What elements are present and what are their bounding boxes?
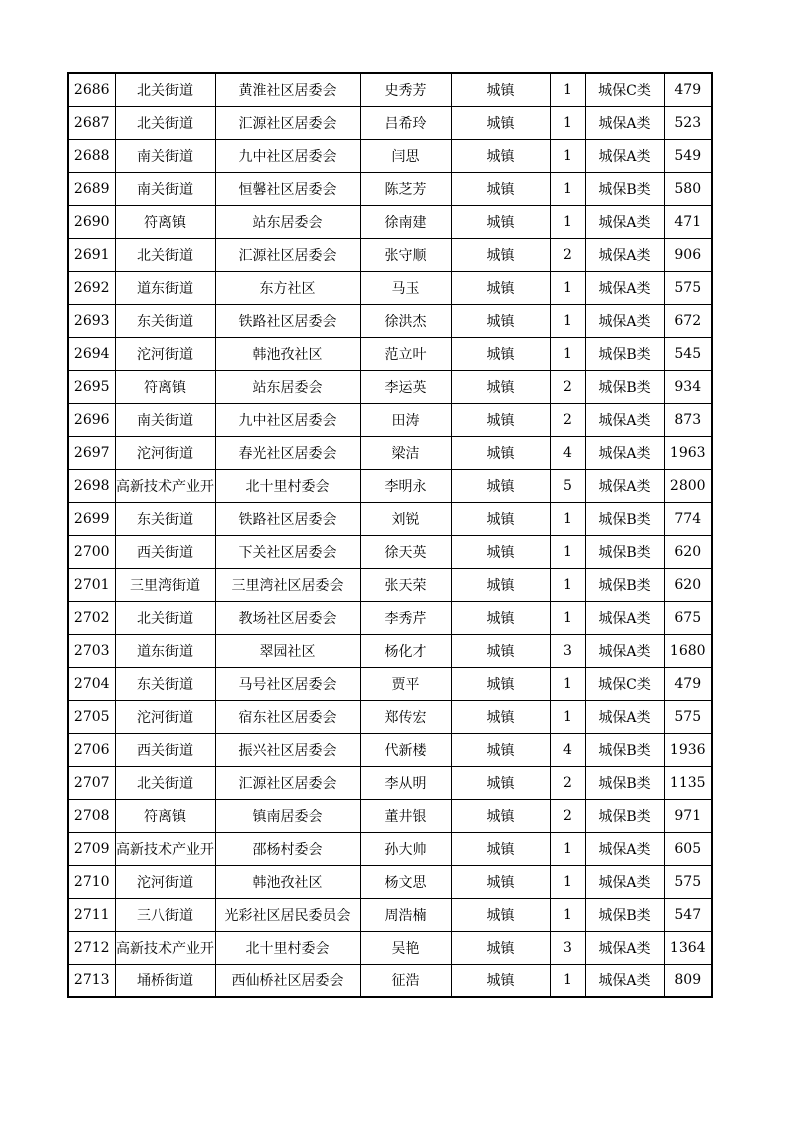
- household-size-cell: 1: [550, 73, 585, 106]
- area-type-cell: 城镇: [451, 106, 550, 139]
- insurance-category-cell: 城保B类: [585, 172, 664, 205]
- person-name-cell: 张守顺: [360, 238, 451, 271]
- amount-cell: 971: [664, 799, 712, 832]
- area-type-cell: 城镇: [451, 865, 550, 898]
- subdistrict-cell: 符离镇: [115, 799, 215, 832]
- insurance-category-cell: 城保A类: [585, 634, 664, 667]
- serial-number-cell: 2700: [68, 535, 115, 568]
- person-name-cell: 徐洪杰: [360, 304, 451, 337]
- insurance-category-cell: 城保A类: [585, 700, 664, 733]
- area-type-cell: 城镇: [451, 436, 550, 469]
- community-cell: 三里湾社区居委会: [215, 568, 360, 601]
- serial-number-cell: 2707: [68, 766, 115, 799]
- community-cell: 站东居委会: [215, 370, 360, 403]
- serial-number-cell: 2688: [68, 139, 115, 172]
- person-name-cell: 范立叶: [360, 337, 451, 370]
- insurance-category-cell: 城保A类: [585, 832, 664, 865]
- household-size-cell: 1: [550, 172, 585, 205]
- serial-number-cell: 2701: [68, 568, 115, 601]
- community-cell: 镇南居委会: [215, 799, 360, 832]
- area-type-cell: 城镇: [451, 601, 550, 634]
- area-type-cell: 城镇: [451, 667, 550, 700]
- serial-number-cell: 2692: [68, 271, 115, 304]
- subdistrict-cell: 符离镇: [115, 370, 215, 403]
- subdistrict-cell: 西关街道: [115, 733, 215, 766]
- insurance-category-cell: 城保A类: [585, 304, 664, 337]
- amount-cell: 523: [664, 106, 712, 139]
- community-cell: 西仙桥社区居委会: [215, 964, 360, 997]
- amount-cell: 906: [664, 238, 712, 271]
- amount-cell: 580: [664, 172, 712, 205]
- amount-cell: 549: [664, 139, 712, 172]
- person-name-cell: 徐天英: [360, 535, 451, 568]
- serial-number-cell: 2699: [68, 502, 115, 535]
- household-size-cell: 2: [550, 799, 585, 832]
- person-name-cell: 吕希玲: [360, 106, 451, 139]
- table-row: [68, 832, 712, 865]
- insurance-category-cell: 城保B类: [585, 568, 664, 601]
- insurance-category-cell: 城保B类: [585, 898, 664, 931]
- subdistrict-cell: 道东街道: [115, 271, 215, 304]
- amount-cell: 1963: [664, 436, 712, 469]
- amount-cell: 1680: [664, 634, 712, 667]
- table-row: [68, 964, 712, 997]
- subdistrict-cell: 沱河街道: [115, 337, 215, 370]
- insurance-category-cell: 城保A类: [585, 205, 664, 238]
- area-type-cell: 城镇: [451, 502, 550, 535]
- person-name-cell: 张天荣: [360, 568, 451, 601]
- subdistrict-cell: 三八街道: [115, 898, 215, 931]
- serial-number-cell: 2695: [68, 370, 115, 403]
- community-cell: 下关社区居委会: [215, 535, 360, 568]
- person-name-cell: 马玉: [360, 271, 451, 304]
- person-name-cell: 田涛: [360, 403, 451, 436]
- insurance-category-cell: 城保B类: [585, 799, 664, 832]
- household-size-cell: 1: [550, 535, 585, 568]
- person-name-cell: 刘锐: [360, 502, 451, 535]
- subdistrict-cell: 高新技术产业开: [115, 931, 215, 964]
- table-row: [68, 700, 712, 733]
- person-name-cell: 征浩: [360, 964, 451, 997]
- serial-number-cell: 2710: [68, 865, 115, 898]
- table-row: [68, 931, 712, 964]
- area-type-cell: 城镇: [451, 898, 550, 931]
- community-cell: 教场社区居委会: [215, 601, 360, 634]
- amount-cell: 479: [664, 667, 712, 700]
- household-size-cell: 1: [550, 865, 585, 898]
- area-type-cell: 城镇: [451, 799, 550, 832]
- table-row: [68, 898, 712, 931]
- insurance-category-cell: 城保B类: [585, 370, 664, 403]
- household-size-cell: 4: [550, 733, 585, 766]
- area-type-cell: 城镇: [451, 73, 550, 106]
- person-name-cell: 贾平: [360, 667, 451, 700]
- person-name-cell: 史秀芳: [360, 73, 451, 106]
- amount-cell: 479: [664, 73, 712, 106]
- area-type-cell: 城镇: [451, 139, 550, 172]
- serial-number-cell: 2705: [68, 700, 115, 733]
- household-size-cell: 1: [550, 271, 585, 304]
- household-size-cell: 1: [550, 964, 585, 997]
- table-body: [68, 73, 712, 997]
- area-type-cell: 城镇: [451, 469, 550, 502]
- area-type-cell: 城镇: [451, 964, 550, 997]
- person-name-cell: 李明永: [360, 469, 451, 502]
- insurance-category-cell: 城保B类: [585, 502, 664, 535]
- community-cell: 北十里村委会: [215, 469, 360, 502]
- table-row: [68, 73, 712, 106]
- subdistrict-cell: 沱河街道: [115, 436, 215, 469]
- subdistrict-cell: 沱河街道: [115, 865, 215, 898]
- subdistrict-cell: 北关街道: [115, 73, 215, 106]
- area-type-cell: 城镇: [451, 304, 550, 337]
- area-type-cell: 城镇: [451, 568, 550, 601]
- area-type-cell: 城镇: [451, 337, 550, 370]
- amount-cell: 545: [664, 337, 712, 370]
- area-type-cell: 城镇: [451, 238, 550, 271]
- amount-cell: 675: [664, 601, 712, 634]
- community-cell: 宿东社区居委会: [215, 700, 360, 733]
- household-size-cell: 1: [550, 700, 585, 733]
- community-cell: 九中社区居委会: [215, 139, 360, 172]
- household-size-cell: 1: [550, 898, 585, 931]
- table-row: [68, 238, 712, 271]
- subdistrict-cell: 南关街道: [115, 403, 215, 436]
- community-cell: 马号社区居委会: [215, 667, 360, 700]
- amount-cell: 2800: [664, 469, 712, 502]
- insurance-category-cell: 城保A类: [585, 931, 664, 964]
- amount-cell: 620: [664, 535, 712, 568]
- community-cell: 东方社区: [215, 271, 360, 304]
- person-name-cell: 杨化才: [360, 634, 451, 667]
- subdistrict-cell: 三里湾街道: [115, 568, 215, 601]
- subdistrict-cell: 南关街道: [115, 172, 215, 205]
- household-size-cell: 3: [550, 931, 585, 964]
- beneficiary-table: [67, 72, 713, 998]
- person-name-cell: 代新楼: [360, 733, 451, 766]
- household-size-cell: 3: [550, 634, 585, 667]
- insurance-category-cell: 城保A类: [585, 139, 664, 172]
- table-row: [68, 601, 712, 634]
- subdistrict-cell: 符离镇: [115, 205, 215, 238]
- insurance-category-cell: 城保C类: [585, 667, 664, 700]
- subdistrict-cell: 北关街道: [115, 106, 215, 139]
- serial-number-cell: 2711: [68, 898, 115, 931]
- serial-number-cell: 2702: [68, 601, 115, 634]
- amount-cell: 774: [664, 502, 712, 535]
- table-row: [68, 634, 712, 667]
- person-name-cell: 杨文思: [360, 865, 451, 898]
- insurance-category-cell: 城保A类: [585, 106, 664, 139]
- area-type-cell: 城镇: [451, 535, 550, 568]
- subdistrict-cell: 北关街道: [115, 238, 215, 271]
- area-type-cell: 城镇: [451, 733, 550, 766]
- community-cell: 九中社区居委会: [215, 403, 360, 436]
- serial-number-cell: 2687: [68, 106, 115, 139]
- insurance-category-cell: 城保A类: [585, 469, 664, 502]
- area-type-cell: 城镇: [451, 205, 550, 238]
- table-row: [68, 469, 712, 502]
- serial-number-cell: 2712: [68, 931, 115, 964]
- serial-number-cell: 2706: [68, 733, 115, 766]
- table-row: [68, 502, 712, 535]
- amount-cell: 605: [664, 832, 712, 865]
- person-name-cell: 梁洁: [360, 436, 451, 469]
- household-size-cell: 4: [550, 436, 585, 469]
- table-row: [68, 106, 712, 139]
- person-name-cell: 李从明: [360, 766, 451, 799]
- insurance-category-cell: 城保A类: [585, 601, 664, 634]
- table-row: [68, 370, 712, 403]
- community-cell: 黄淮社区居委会: [215, 73, 360, 106]
- serial-number-cell: 2713: [68, 964, 115, 997]
- table-row: [68, 799, 712, 832]
- household-size-cell: 2: [550, 238, 585, 271]
- table-row: [68, 304, 712, 337]
- community-cell: 汇源社区居委会: [215, 238, 360, 271]
- household-size-cell: 2: [550, 370, 585, 403]
- household-size-cell: 2: [550, 766, 585, 799]
- amount-cell: 620: [664, 568, 712, 601]
- amount-cell: 1135: [664, 766, 712, 799]
- subdistrict-cell: 西关街道: [115, 535, 215, 568]
- amount-cell: 547: [664, 898, 712, 931]
- household-size-cell: 1: [550, 502, 585, 535]
- serial-number-cell: 2691: [68, 238, 115, 271]
- area-type-cell: 城镇: [451, 271, 550, 304]
- community-cell: 光彩社区居民委员会: [215, 898, 360, 931]
- subdistrict-cell: 高新技术产业开: [115, 469, 215, 502]
- table-row: [68, 403, 712, 436]
- community-cell: 汇源社区居委会: [215, 106, 360, 139]
- subdistrict-cell: 东关街道: [115, 502, 215, 535]
- table-row: [68, 766, 712, 799]
- serial-number-cell: 2693: [68, 304, 115, 337]
- insurance-category-cell: 城保A类: [585, 964, 664, 997]
- household-size-cell: 1: [550, 304, 585, 337]
- person-name-cell: 孙大帅: [360, 832, 451, 865]
- household-size-cell: 1: [550, 205, 585, 238]
- community-cell: 春光社区居委会: [215, 436, 360, 469]
- subdistrict-cell: 北关街道: [115, 766, 215, 799]
- table-row: [68, 436, 712, 469]
- amount-cell: 672: [664, 304, 712, 337]
- person-name-cell: 李秀芹: [360, 601, 451, 634]
- table-row: [68, 337, 712, 370]
- person-name-cell: 周浩楠: [360, 898, 451, 931]
- serial-number-cell: 2709: [68, 832, 115, 865]
- subdistrict-cell: 埇桥街道: [115, 964, 215, 997]
- community-cell: 北十里村委会: [215, 931, 360, 964]
- area-type-cell: 城镇: [451, 766, 550, 799]
- subdistrict-cell: 东关街道: [115, 304, 215, 337]
- insurance-category-cell: 城保A类: [585, 403, 664, 436]
- serial-number-cell: 2690: [68, 205, 115, 238]
- household-size-cell: 1: [550, 106, 585, 139]
- community-cell: 振兴社区居委会: [215, 733, 360, 766]
- table-row: [68, 667, 712, 700]
- household-size-cell: 1: [550, 139, 585, 172]
- subdistrict-cell: 东关街道: [115, 667, 215, 700]
- person-name-cell: 徐南建: [360, 205, 451, 238]
- household-size-cell: 5: [550, 469, 585, 502]
- area-type-cell: 城镇: [451, 931, 550, 964]
- insurance-category-cell: 城保A类: [585, 865, 664, 898]
- subdistrict-cell: 北关街道: [115, 601, 215, 634]
- person-name-cell: 陈芝芳: [360, 172, 451, 205]
- amount-cell: 575: [664, 700, 712, 733]
- area-type-cell: 城镇: [451, 172, 550, 205]
- amount-cell: 575: [664, 865, 712, 898]
- table-row: [68, 865, 712, 898]
- table-row: [68, 205, 712, 238]
- area-type-cell: 城镇: [451, 370, 550, 403]
- area-type-cell: 城镇: [451, 403, 550, 436]
- household-size-cell: 1: [550, 667, 585, 700]
- insurance-category-cell: 城保C类: [585, 73, 664, 106]
- amount-cell: 873: [664, 403, 712, 436]
- insurance-category-cell: 城保B类: [585, 535, 664, 568]
- person-name-cell: 董井银: [360, 799, 451, 832]
- table-row: [68, 568, 712, 601]
- community-cell: 铁路社区居委会: [215, 502, 360, 535]
- table-row: [68, 535, 712, 568]
- subdistrict-cell: 高新技术产业开: [115, 832, 215, 865]
- serial-number-cell: 2689: [68, 172, 115, 205]
- amount-cell: 809: [664, 964, 712, 997]
- amount-cell: 1936: [664, 733, 712, 766]
- community-cell: 韩池孜社区: [215, 865, 360, 898]
- household-size-cell: 1: [550, 832, 585, 865]
- insurance-category-cell: 城保A类: [585, 238, 664, 271]
- table-row: [68, 139, 712, 172]
- insurance-category-cell: 城保A类: [585, 436, 664, 469]
- table-row: [68, 172, 712, 205]
- area-type-cell: 城镇: [451, 832, 550, 865]
- community-cell: 汇源社区居委会: [215, 766, 360, 799]
- serial-number-cell: 2696: [68, 403, 115, 436]
- community-cell: 站东居委会: [215, 205, 360, 238]
- serial-number-cell: 2704: [68, 667, 115, 700]
- amount-cell: 471: [664, 205, 712, 238]
- amount-cell: 934: [664, 370, 712, 403]
- subdistrict-cell: 南关街道: [115, 139, 215, 172]
- person-name-cell: 郑传宏: [360, 700, 451, 733]
- serial-number-cell: 2694: [68, 337, 115, 370]
- community-cell: 翠园社区: [215, 634, 360, 667]
- community-cell: 恒馨社区居委会: [215, 172, 360, 205]
- household-size-cell: 1: [550, 337, 585, 370]
- area-type-cell: 城镇: [451, 700, 550, 733]
- household-size-cell: 2: [550, 403, 585, 436]
- subdistrict-cell: 沱河街道: [115, 700, 215, 733]
- community-cell: 邵杨村委会: [215, 832, 360, 865]
- person-name-cell: 吴艳: [360, 931, 451, 964]
- person-name-cell: 李运英: [360, 370, 451, 403]
- insurance-category-cell: 城保B类: [585, 337, 664, 370]
- household-size-cell: 1: [550, 601, 585, 634]
- serial-number-cell: 2708: [68, 799, 115, 832]
- insurance-category-cell: 城保B类: [585, 733, 664, 766]
- amount-cell: 1364: [664, 931, 712, 964]
- household-size-cell: 1: [550, 568, 585, 601]
- insurance-category-cell: 城保A类: [585, 271, 664, 304]
- person-name-cell: 闫思: [360, 139, 451, 172]
- community-cell: 铁路社区居委会: [215, 304, 360, 337]
- table-row: [68, 271, 712, 304]
- community-cell: 韩池孜社区: [215, 337, 360, 370]
- serial-number-cell: 2686: [68, 73, 115, 106]
- area-type-cell: 城镇: [451, 634, 550, 667]
- amount-cell: 575: [664, 271, 712, 304]
- serial-number-cell: 2697: [68, 436, 115, 469]
- table-row: [68, 733, 712, 766]
- subdistrict-cell: 道东街道: [115, 634, 215, 667]
- insurance-category-cell: 城保B类: [585, 766, 664, 799]
- serial-number-cell: 2698: [68, 469, 115, 502]
- serial-number-cell: 2703: [68, 634, 115, 667]
